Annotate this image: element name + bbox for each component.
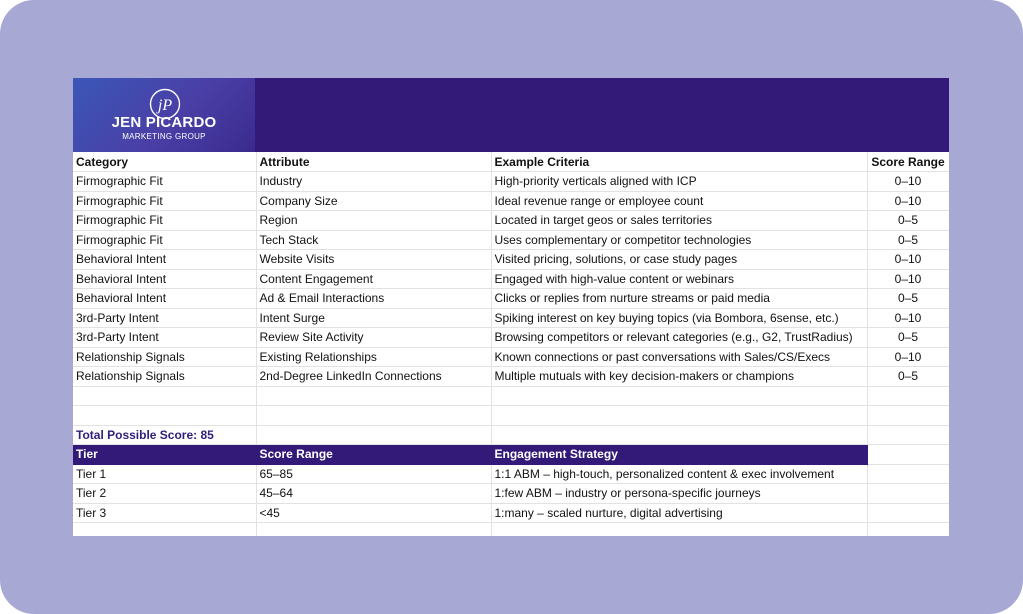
cell-strategy[interactable]: 1:few ABM – industry or persona-specific journeys bbox=[491, 484, 867, 504]
empty-row bbox=[73, 406, 949, 426]
empty-cell[interactable] bbox=[491, 425, 867, 445]
cell-strategy[interactable]: 1:1 ABM – high-touch, personalized content & exec involvement bbox=[491, 464, 867, 484]
total-possible-score[interactable]: Total Possible Score: 85 bbox=[73, 425, 256, 445]
total-row bbox=[73, 425, 949, 445]
empty-cell[interactable] bbox=[73, 386, 256, 406]
cell-category[interactable]: Firmographic Fit bbox=[73, 191, 256, 211]
empty-cell[interactable] bbox=[256, 523, 491, 537]
empty-cell[interactable] bbox=[491, 523, 867, 537]
cell-attribute[interactable]: 2nd-Degree LinkedIn Connections bbox=[256, 367, 491, 387]
cell-tier-range[interactable]: <45 bbox=[256, 503, 491, 523]
table-row bbox=[73, 367, 949, 387]
cell-score[interactable]: 0–5 bbox=[867, 328, 949, 348]
cell-category[interactable]: Firmographic Fit bbox=[73, 172, 256, 192]
tier-row bbox=[73, 464, 949, 484]
table-row bbox=[73, 328, 949, 348]
brand-subtitle: MARKETING GROUP bbox=[122, 132, 206, 141]
cell-category[interactable]: Behavioral Intent bbox=[73, 269, 256, 289]
empty-cell[interactable] bbox=[867, 406, 949, 426]
empty-cell[interactable] bbox=[491, 406, 867, 426]
empty-cell[interactable] bbox=[867, 386, 949, 406]
empty-cell[interactable] bbox=[867, 425, 949, 445]
cell-category[interactable]: Firmographic Fit bbox=[73, 230, 256, 250]
cell-attribute[interactable]: Company Size bbox=[256, 191, 491, 211]
tier-header-row bbox=[73, 445, 949, 465]
cell-criteria[interactable]: Located in target geos or sales territories bbox=[491, 211, 867, 231]
table-row bbox=[73, 230, 949, 250]
cell-criteria[interactable]: Ideal revenue range or employee count bbox=[491, 191, 867, 211]
cell-score[interactable]: 0–10 bbox=[867, 308, 949, 328]
cell-tier[interactable]: Tier 2 bbox=[73, 484, 256, 504]
cell-attribute[interactable]: Ad & Email Interactions bbox=[256, 289, 491, 309]
cell-category[interactable]: Relationship Signals bbox=[73, 347, 256, 367]
scoring-header-row bbox=[73, 152, 949, 172]
empty-cell[interactable] bbox=[867, 464, 949, 484]
table-row bbox=[73, 269, 949, 289]
cell-criteria[interactable]: Clicks or replies from nurture streams or paid media bbox=[491, 289, 867, 309]
cell-criteria[interactable]: Visited pricing, solutions, or case study pages bbox=[491, 250, 867, 270]
cell-attribute[interactable]: Website Visits bbox=[256, 250, 491, 270]
header-category[interactable]: Category bbox=[73, 152, 256, 172]
cell-category[interactable]: Behavioral Intent bbox=[73, 250, 256, 270]
table-row bbox=[73, 191, 949, 211]
empty-cell[interactable] bbox=[867, 503, 949, 523]
cell-attribute[interactable]: Existing Relationships bbox=[256, 347, 491, 367]
cell-score[interactable]: 0–10 bbox=[867, 269, 949, 289]
table-row bbox=[73, 172, 949, 192]
cell-criteria[interactable]: Known connections or past conversations with Sales/CS/Execs bbox=[491, 347, 867, 367]
cell-score[interactable]: 0–5 bbox=[867, 367, 949, 387]
cell-criteria[interactable]: Engaged with high-value content or webinars bbox=[491, 269, 867, 289]
cell-score[interactable]: 0–5 bbox=[867, 230, 949, 250]
header-banner bbox=[73, 78, 949, 152]
cell-category[interactable]: Behavioral Intent bbox=[73, 289, 256, 309]
cell-attribute[interactable]: Review Site Activity bbox=[256, 328, 491, 348]
cell-category[interactable]: Relationship Signals bbox=[73, 367, 256, 387]
table-row bbox=[73, 347, 949, 367]
tier-row bbox=[73, 503, 949, 523]
cell-category[interactable]: 3rd-Party Intent bbox=[73, 328, 256, 348]
cell-score[interactable]: 0–5 bbox=[867, 289, 949, 309]
cell-score[interactable]: 0–5 bbox=[867, 211, 949, 231]
empty-row bbox=[73, 523, 949, 537]
cell-tier[interactable]: Tier 3 bbox=[73, 503, 256, 523]
header-attribute[interactable]: Attribute bbox=[256, 152, 491, 172]
empty-cell[interactable] bbox=[256, 425, 491, 445]
cell-criteria[interactable]: Uses complementary or competitor technologies bbox=[491, 230, 867, 250]
brand-logo bbox=[73, 78, 255, 152]
svg-text:jP: jP bbox=[157, 97, 173, 114]
cell-attribute[interactable]: Region bbox=[256, 211, 491, 231]
cell-criteria[interactable]: Browsing competitors or relevant categories (e.g., G2, TrustRadius) bbox=[491, 328, 867, 348]
table-row bbox=[73, 289, 949, 309]
tier-row bbox=[73, 484, 949, 504]
empty-cell[interactable] bbox=[867, 445, 949, 465]
table-row bbox=[73, 211, 949, 231]
header-tier-score-range[interactable]: Score Range bbox=[256, 445, 491, 465]
cell-score[interactable]: 0–10 bbox=[867, 172, 949, 192]
cell-tier-range[interactable]: 45–64 bbox=[256, 484, 491, 504]
header-example-criteria[interactable]: Example Criteria bbox=[491, 152, 867, 172]
brand-name: JEN PICARDO bbox=[111, 114, 217, 131]
cell-tier[interactable]: Tier 1 bbox=[73, 464, 256, 484]
cell-score[interactable]: 0–10 bbox=[867, 191, 949, 211]
cell-score[interactable]: 0–10 bbox=[867, 347, 949, 367]
empty-cell[interactable] bbox=[256, 406, 491, 426]
cell-strategy[interactable]: 1:many – scaled nurture, digital advertising bbox=[491, 503, 867, 523]
empty-cell[interactable] bbox=[867, 523, 949, 537]
table-row bbox=[73, 250, 949, 270]
spreadsheet bbox=[73, 78, 949, 536]
cell-attribute[interactable]: Industry bbox=[256, 172, 491, 192]
cell-category[interactable]: 3rd-Party Intent bbox=[73, 308, 256, 328]
empty-cell[interactable] bbox=[73, 406, 256, 426]
scoring-table bbox=[73, 152, 949, 536]
empty-row bbox=[73, 386, 949, 406]
cell-criteria[interactable]: Multiple mutuals with key decision-makers or champions bbox=[491, 367, 867, 387]
cell-tier-range[interactable]: 65–85 bbox=[256, 464, 491, 484]
cell-attribute[interactable]: Content Engagement bbox=[256, 269, 491, 289]
table-row bbox=[73, 308, 949, 328]
empty-cell[interactable] bbox=[73, 523, 256, 537]
header-engagement-strategy[interactable]: Engagement Strategy bbox=[491, 445, 867, 465]
cell-criteria[interactable]: Spiking interest on key buying topics (via Bombora, 6sense, etc.) bbox=[491, 308, 867, 328]
empty-cell[interactable] bbox=[491, 386, 867, 406]
empty-cell[interactable] bbox=[256, 386, 491, 406]
cell-attribute[interactable]: Tech Stack bbox=[256, 230, 491, 250]
empty-cell[interactable] bbox=[867, 484, 949, 504]
cell-score[interactable]: 0–10 bbox=[867, 250, 949, 270]
header-tier[interactable]: Tier bbox=[73, 445, 256, 465]
cell-attribute[interactable]: Intent Surge bbox=[256, 308, 491, 328]
cell-criteria[interactable]: High-priority verticals aligned with ICP bbox=[491, 172, 867, 192]
cell-category[interactable]: Firmographic Fit bbox=[73, 211, 256, 231]
header-score-range[interactable]: Score Range bbox=[867, 152, 949, 172]
